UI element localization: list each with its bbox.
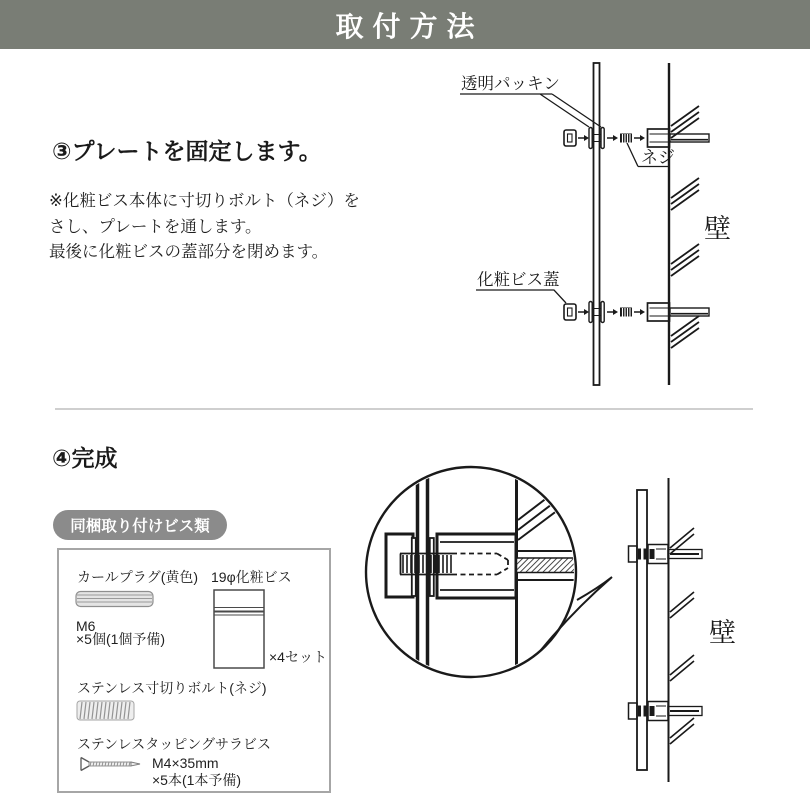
step4-finished-diagram bbox=[360, 440, 810, 810]
deco-screw-qty: ×4セット bbox=[269, 649, 327, 665]
installed-fastener-bottom bbox=[629, 702, 703, 721]
deco-screw-name: 19φ化粧ビス bbox=[211, 569, 292, 585]
threaded-bolt-name: ステンレス寸切りボルト(ネジ) bbox=[77, 680, 267, 696]
arrow-icon bbox=[640, 135, 645, 141]
threaded-bolt-illustration bbox=[76, 699, 136, 722]
included-screws-badge-label: 同梱取り付けビス類 bbox=[70, 518, 210, 535]
step3-title: ③プレートを固定します。 bbox=[52, 138, 322, 164]
cap-piece bbox=[564, 304, 576, 320]
arrow-icon bbox=[640, 309, 645, 315]
packing-leader-line bbox=[460, 94, 601, 127]
packing-washer-left bbox=[589, 128, 592, 149]
cap-leader-line bbox=[476, 290, 566, 303]
curl-plug-name: カールプラグ(黄色) bbox=[77, 569, 199, 585]
header-bar bbox=[0, 0, 810, 49]
installed-fastener-top bbox=[629, 545, 703, 564]
wall-anchor-section bbox=[517, 558, 581, 573]
step3-body bbox=[49, 189, 360, 266]
page-title: 取付方法 bbox=[335, 10, 484, 42]
anchor-body bbox=[648, 303, 670, 321]
wall-label: 壁 bbox=[704, 214, 731, 244]
step3-body-line3: 最後に化粧ビスの蓋部分を閉めます。 bbox=[49, 243, 329, 261]
cap-piece bbox=[564, 130, 576, 146]
tapping-screw-spec: M4×35mm bbox=[152, 755, 219, 771]
packing-washer-right bbox=[601, 302, 604, 323]
screw-label: ネジ bbox=[641, 148, 675, 167]
curl-plug-illustration bbox=[75, 590, 155, 608]
arrow-icon bbox=[584, 309, 589, 315]
transparent-packing-label: 透明パッキン bbox=[461, 75, 560, 93]
section-divider bbox=[55, 408, 753, 410]
step3-body-line1: ※化粧ビス本体に寸切りボルト（ネジ）を bbox=[49, 192, 360, 210]
packing-washer-left bbox=[589, 302, 592, 323]
arrow-icon bbox=[584, 135, 589, 141]
curl-plug-spec: M6 bbox=[76, 618, 96, 634]
fastener-row-bottom bbox=[564, 302, 709, 323]
wall-label: 壁 bbox=[709, 618, 736, 648]
anchor-bolt bbox=[670, 308, 709, 316]
plate bbox=[594, 63, 600, 385]
fastener-row-top bbox=[564, 128, 709, 149]
included-screws-badge bbox=[53, 510, 227, 540]
anchor-body bbox=[648, 129, 670, 147]
step3-exploded-diagram bbox=[440, 55, 810, 405]
tapping-screw-qty: ×5本(1本予備) bbox=[152, 772, 242, 788]
step4-title: ④完成 bbox=[52, 445, 118, 471]
finished-wall-view bbox=[629, 478, 703, 782]
curl-plug-qty: ×5個(1個予備) bbox=[76, 631, 166, 647]
bolt-thread-section bbox=[403, 555, 451, 573]
deco-screw-illustration bbox=[213, 589, 265, 669]
arrow-icon bbox=[613, 135, 618, 141]
parts-box bbox=[57, 548, 331, 793]
packing-washer-right bbox=[601, 128, 604, 149]
step3-body-line2: さし、プレートを通します。 bbox=[49, 217, 262, 236]
tapping-screw-name: ステンレスタッピングサラビス bbox=[77, 736, 271, 752]
cap-label: 化粧ビス蓋 bbox=[477, 271, 560, 289]
plate bbox=[637, 490, 647, 770]
arrow-icon bbox=[613, 309, 618, 315]
tapping-screw-illustration bbox=[79, 756, 143, 772]
